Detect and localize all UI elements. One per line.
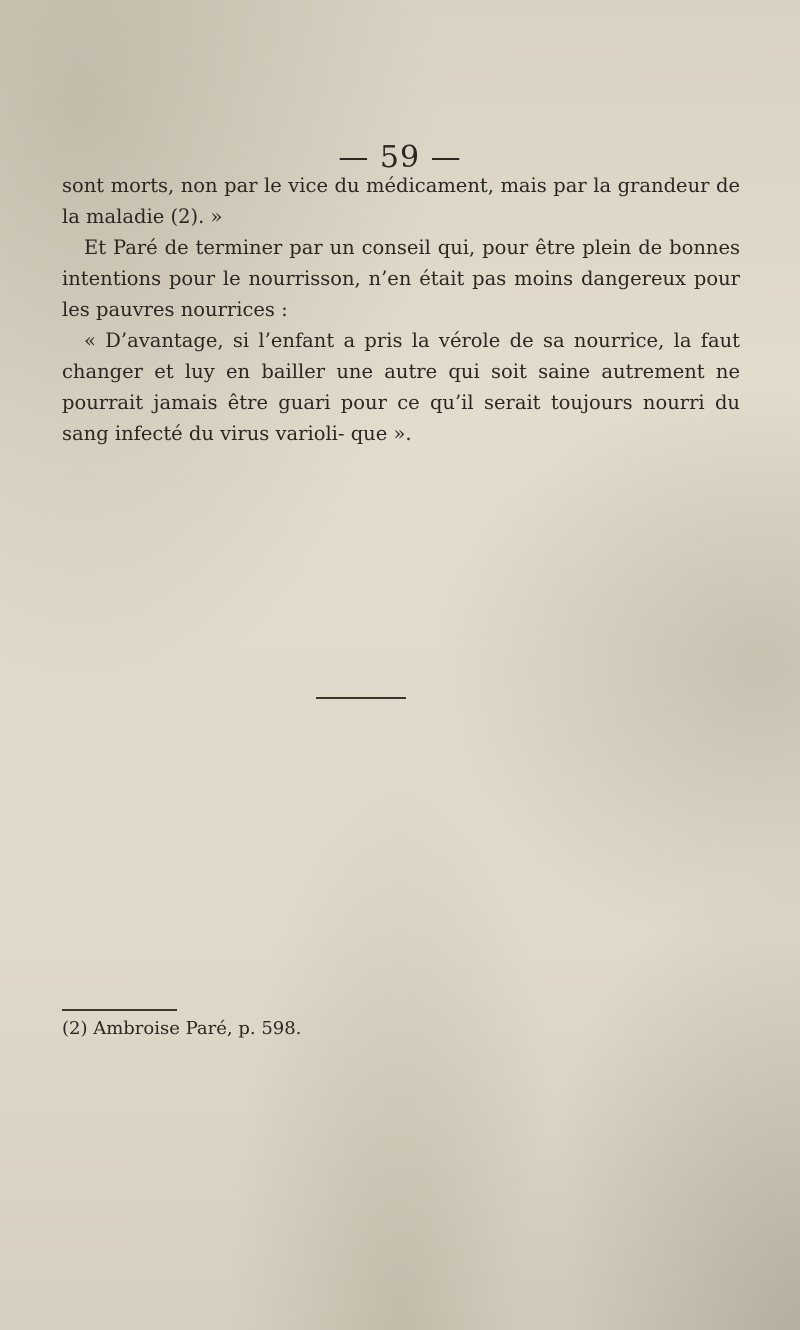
paragraph-2: Et Paré de terminer par un conseil qui, pour être plein de bonnes intentions pour le nourrisson, n’en était pas moins dangereux pour les pauvres nourrices : xyxy=(62,236,740,321)
footnote: (2) Ambroise Paré, p. 598. xyxy=(62,1018,302,1039)
page-number: — 59 — xyxy=(338,140,462,175)
section-divider xyxy=(316,697,406,699)
footnote-divider xyxy=(62,1009,177,1011)
paragraph-3: « D’avantage, si l’enfant a pris la vérole de sa nourrice, la faut changer et luy en bailler une autre qui soit saine autrement ne pourrait jamais être guari pour ce qu’il serait toujours nourri du sang infecté du virus varioli- que ». xyxy=(62,329,740,445)
paragraph-1: sont morts, non par le vice du médicament, mais par la grandeur de la maladie (2). » xyxy=(62,174,740,228)
body-text xyxy=(62,170,740,449)
